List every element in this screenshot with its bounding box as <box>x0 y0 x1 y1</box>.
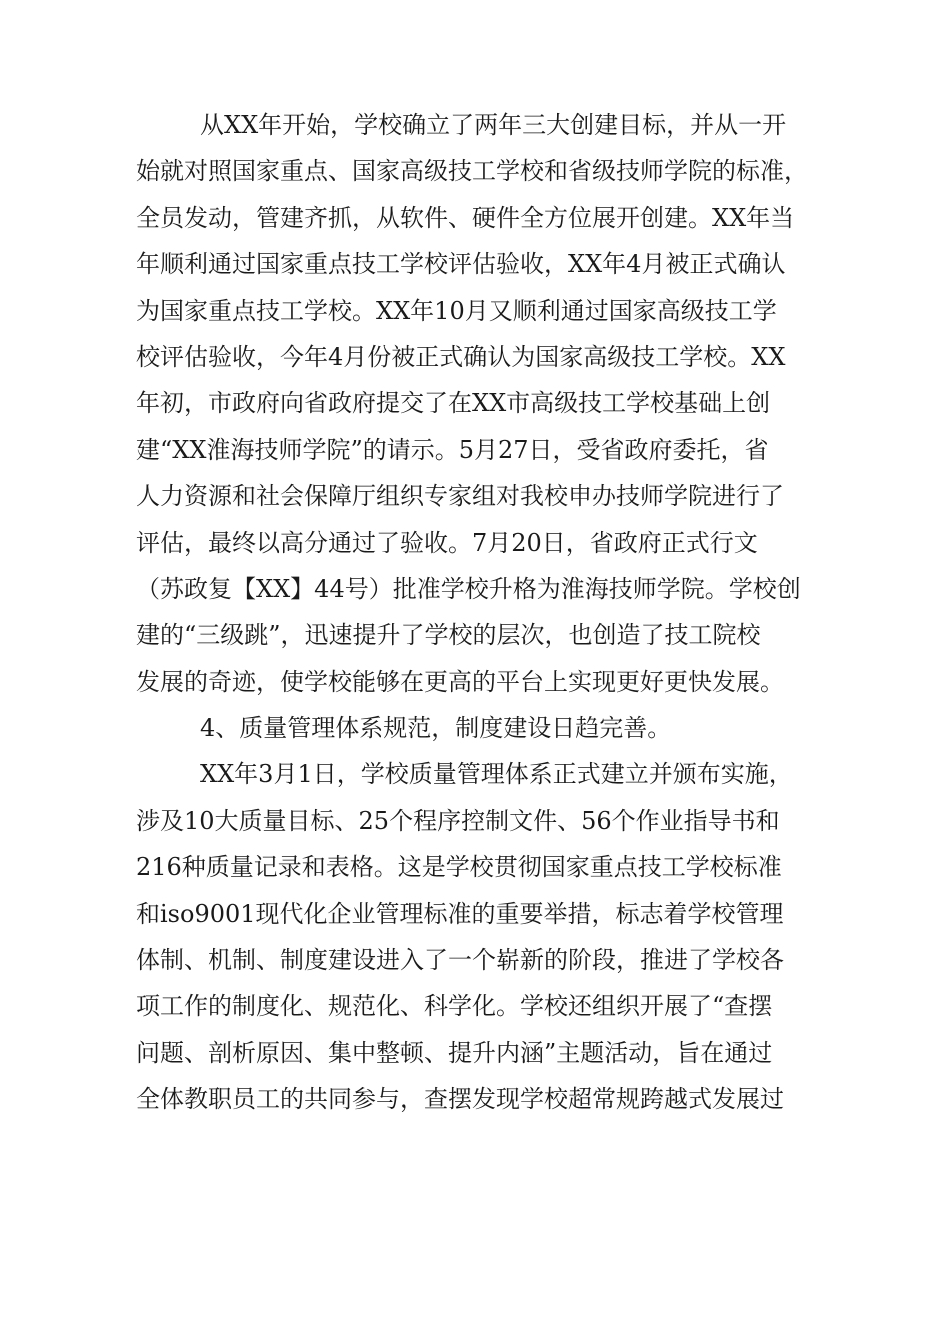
text-line: 建的“三级跳”，迅速提升了学校的层次，也创造了技工院校 <box>136 621 761 650</box>
text-line: 216种质量记录和表格。这是学校贯彻国家重点技工学校标准 <box>136 853 782 882</box>
text-line: 年初，市政府向省政府提交了在XX市高级技工学校基础上创 <box>136 389 771 418</box>
text-line: 评估，最终以高分通过了验收。7月20日，省政府正式行文 <box>136 528 758 557</box>
text-line: 人力资源和社会保障厅组织专家组对我校申办技师学院进行了 <box>136 482 784 511</box>
text-line: 问题、剖析原因、集中整顿、提升内涵”主题活动，旨在通过 <box>136 1038 773 1067</box>
text-line: 涉及10大质量目标、25个程序控制文件、56个作业指导书和 <box>136 806 780 835</box>
document-body <box>136 102 836 1123</box>
text-line: XX年3月1日，学校质量管理体系正式建立并颁布实施， <box>200 760 793 789</box>
section-heading: 4、质量管理体系规范，制度建设日趋完善。 <box>200 714 672 743</box>
text-line: （苏政复【XX】44号）批准学校升格为淮海技师学院。学校创 <box>136 574 801 603</box>
text-line: 为国家重点技工学校。XX年10月又顺利通过国家高级技工学 <box>136 296 777 325</box>
text-line: 从XX年开始，学校确立了两年三大创建目标，并从一开 <box>200 111 787 139</box>
text-line: 年顺利通过国家重点技工学校评估验收，XX年4月被正式确认 <box>136 250 786 279</box>
text-line: 始就对照国家重点、国家高级技工学校和省级技师学院的标准， <box>136 157 808 186</box>
text-line: 建“XX淮海技师学院”的请示。5月27日，受省政府委托，省 <box>136 435 769 464</box>
text-line: 项工作的制度化、规范化、科学化。学校还组织开展了“查摆 <box>136 992 773 1021</box>
text-line: 体制、机制、制度建设进入了一个崭新的阶段，推进了学校各 <box>136 946 784 975</box>
text-line: 校评估验收，今年4月份被正式确认为国家高级技工学校。XX <box>136 342 786 371</box>
text-line: 全员发动，管建齐抓，从软件、硬件全方位展开创建。XX年当 <box>136 203 795 232</box>
text-line: 发展的奇迹，使学校能够在更高的平台上实现更好更快发展。 <box>136 667 784 696</box>
text-line: 全体教职员工的共同参与，查摆发现学校超常规跨越式发展过 <box>136 1085 784 1114</box>
text-line: 和iso9001现代化企业管理标准的重要举措，标志着学校管理 <box>136 899 784 928</box>
